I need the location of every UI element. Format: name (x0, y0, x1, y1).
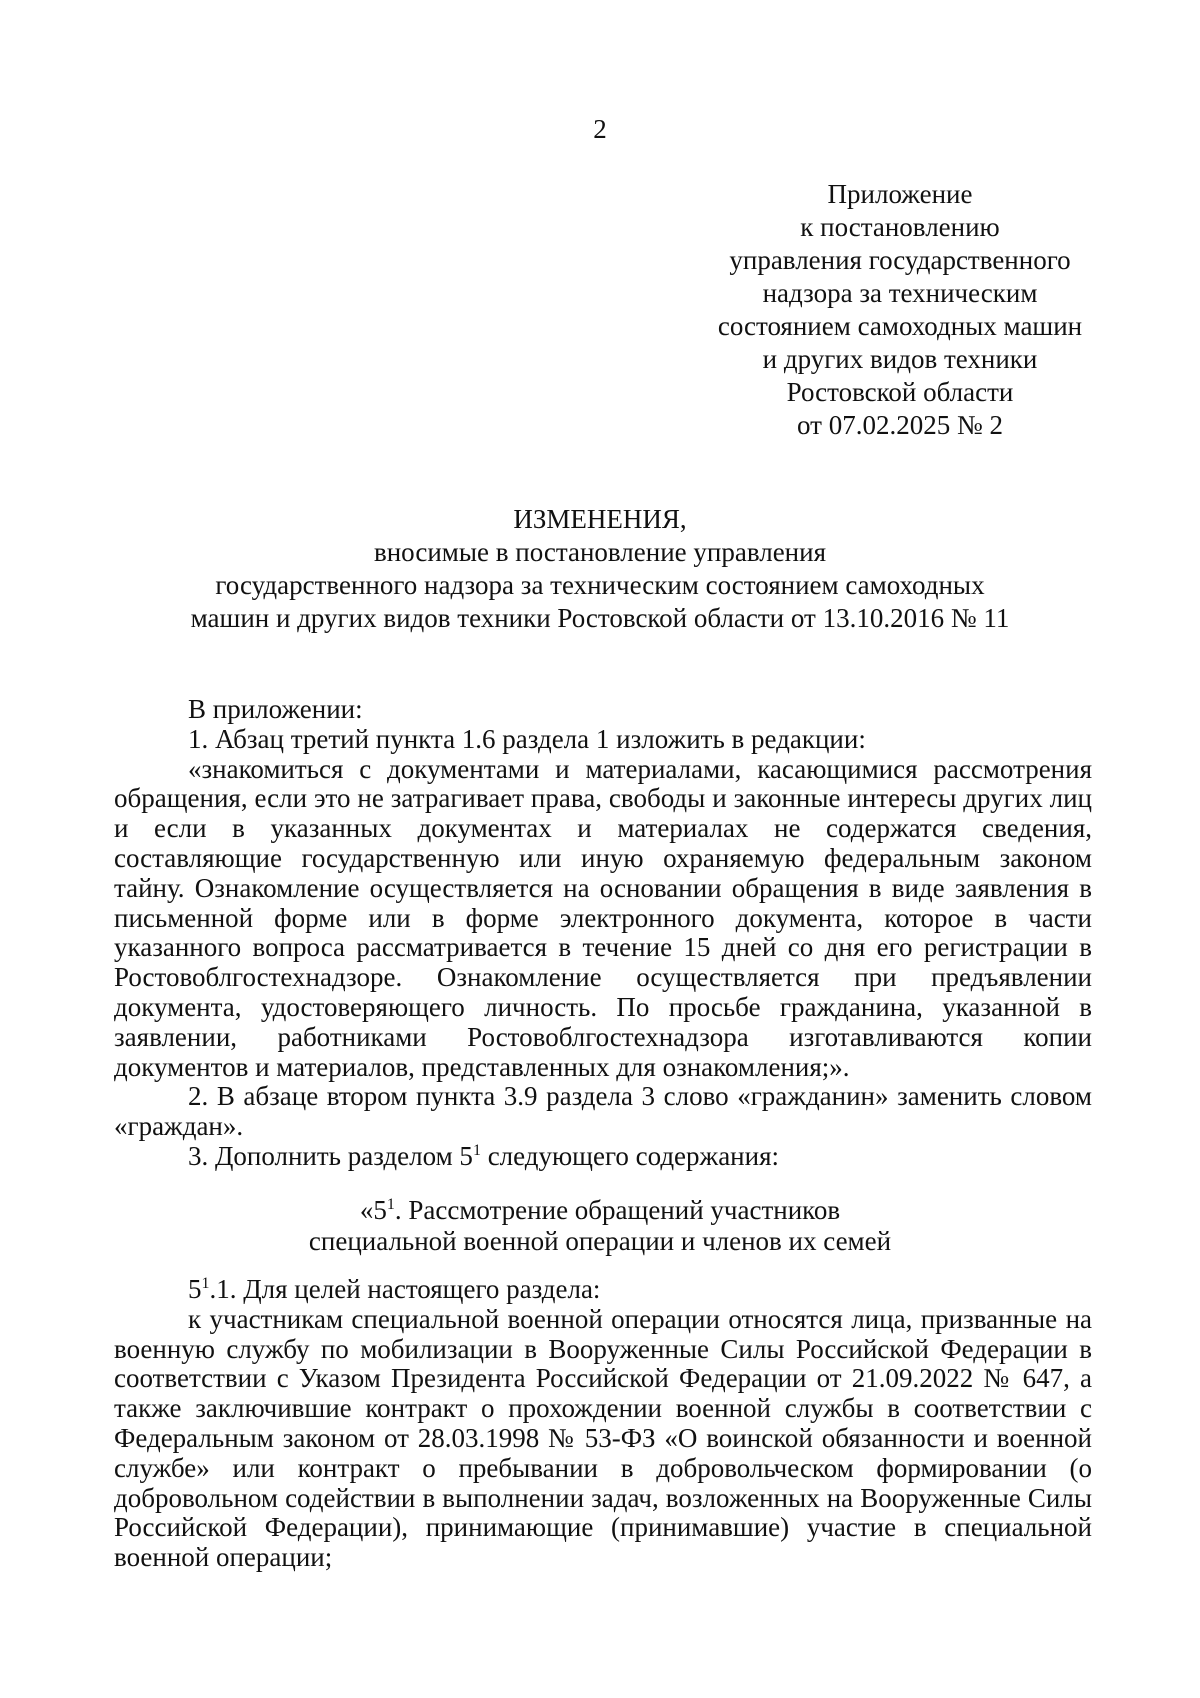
section-heading (110, 1195, 1090, 1257)
appendix-line: надзора за техническим (762, 278, 1038, 308)
clause-number: 5 (188, 1274, 202, 1304)
item-1: 1. Абзац третий пункта 1.6 раздела 1 изложить в редакции: (188, 723, 866, 754)
superscript: 1 (201, 1275, 210, 1292)
clause-paragraph: к участникам специальной военной операции относятся лица, призванные на военную службу по мобилизации в Вооруженные Силы Российской Федерации в соответствии с Указом Президента Российской Федерации от 21.09.2022 № 647, а также заключившие контракт о прохождении военной службы в соответствии с Федеральным законом от 28.03.1998 № 53-ФЗ «О воинской обязанности и военной службе» или контракт о пребывании в добровольческом формировании (о добровольном содействии в выполнении задач, возложенных на Вооруженные Силы Российской Федерации), принимающие (принимавшие) участие в специальной военной операции; (114, 1303, 1092, 1573)
intro-paragraph: В приложении: (188, 694, 363, 724)
item-3 (114, 1142, 1092, 1172)
appendix-line: управления государственного (729, 245, 1071, 275)
superscript: 1 (472, 1141, 481, 1159)
superscript: 1 (386, 1196, 395, 1213)
item-2: 2. В абзаце втором пункта 3.9 раздела 3 слово «гражданин» заменить словом «граждан». (114, 1081, 1092, 1142)
title-line: машин и других видов техники Ростовской области от 13.10.2016 № 11 (190, 603, 1010, 633)
appendix-line: и других видов техники (762, 344, 1038, 374)
clause-text: .1. Для целей настоящего раздела: (209, 1274, 601, 1304)
title-line: государственного надзора за техническим состоянием самоходных (215, 570, 985, 600)
page-number: 2 (593, 114, 607, 144)
item-1-quote: «знакомиться с документами и материалами, касающимися рассмотрения обращения, если это не затрагивает права, свободы и законные интересы других лиц и если в указанных документах и материалах не содержатся сведения, составляющие государственную или иную охраняемую федеральным законом тайну. Ознакомление осуществляется на основании обращения в виде заявления в письменной форме или в форме электронного документа, которое в части указанного вопроса рассматривается в течение 15 дней со дня его регистрации в Ростовоблгостехнадзоре. Ознакомление осуществляется при предъявлении документа, удостоверяющего личность. По просьбе гражданина, указанной в заявлении, работниками Ростовоблгостехнадзора изготавливаются копии документов и материалов, представленных для ознакомления;». (114, 753, 1092, 1082)
clause-heading (114, 1275, 1092, 1305)
appendix-block (690, 178, 1110, 442)
appendix-line: к постановлению (800, 212, 1000, 242)
title-line: вносимые в постановление управления (373, 537, 826, 567)
changes-body (114, 695, 1092, 1172)
section-number: «5 (359, 1195, 387, 1225)
section-body (114, 1275, 1092, 1573)
document-title (110, 503, 1090, 635)
appendix-line: Ростовской области (786, 377, 1014, 407)
section-title: . Рассмотрение обращений участников (394, 1195, 841, 1225)
appendix-line: от 07.02.2025 № 2 (797, 410, 1003, 440)
title-heading: ИЗМЕНЕНИЯ, (513, 504, 687, 534)
item-3-text: 3. Дополнить разделом 5 (188, 1140, 473, 1171)
section-heading-line: специальной военной операции и членов их семей (308, 1226, 892, 1256)
appendix-line: состоянием самоходных машин (717, 311, 1083, 341)
item-3-text-end: следующего содержания: (480, 1140, 779, 1171)
section-heading-line (110, 1195, 1090, 1226)
appendix-line: Приложение (827, 179, 973, 209)
